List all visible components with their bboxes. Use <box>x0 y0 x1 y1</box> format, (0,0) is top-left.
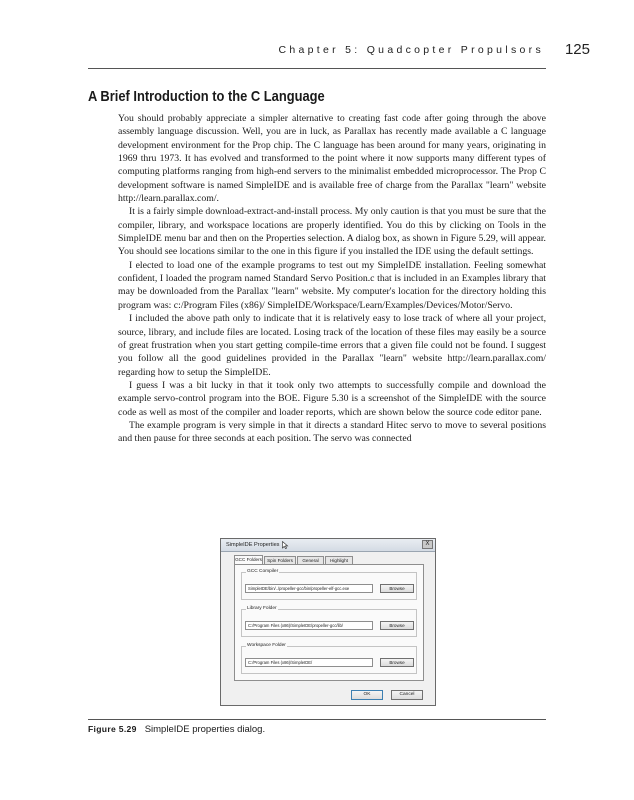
tab-spin-folders[interactable]: Spin Folders <box>264 556 296 564</box>
gcc-compiler-path-input[interactable]: SimpleIDE/bin/../propeller-gcc/bin/propeller-elf-gcc.exe <box>245 584 373 593</box>
group-label: GCC Compiler <box>247 569 279 574</box>
running-title: Chapter 5: Quadcopter Propulsors <box>278 44 544 56</box>
header-rule <box>88 68 546 69</box>
tab-general[interactable]: General <box>297 556 324 564</box>
paragraph: I elected to load one of the example programs to test out my SimpleIDE installation. Feeling somewhat confident, I loaded the program named Standard Servo Position.c that is included in an Examples library that may be downloaded from the Parallax "learn" website. My computer's location for the directory holding this program was: c:/Program Files (x86)/ SimpleIDE/Workspace/Learn/Examples/Devices/Motor/Servo. <box>118 259 546 311</box>
paragraph: It is a fairly simple download-extract-and-install process. My only caution is that you must be sure that the compiler, library, and workspace locations are properly identified. You do this by clicking on Tools in the SimpleIDE menu bar and then on the Properties selection. A dialog box, as shown in Figure 5.29, will appear. You should see locations similar to the one in this figure if you installed the IDE using the default settings. <box>118 206 546 258</box>
close-button[interactable]: X <box>422 540 433 549</box>
group-label: Workspace Folder <box>247 643 286 648</box>
tab-panel <box>234 564 424 681</box>
library-folder-path-input[interactable]: C:/Program Files (x86)/SimpleIDE/propeller-gcc/lib/ <box>245 621 373 630</box>
page-number: 125 <box>564 41 590 58</box>
figure-caption-text: SimpleIDE properties dialog. <box>144 724 266 735</box>
caption-rule <box>88 719 546 720</box>
cancel-button[interactable]: Cancel <box>391 690 423 700</box>
simpleide-properties-dialog <box>220 538 436 706</box>
group-label: Library Folder <box>247 606 277 611</box>
body-text <box>118 112 546 446</box>
library-folder-browse-button[interactable]: Browse <box>380 621 414 630</box>
gcc-compiler-browse-button[interactable]: Browse <box>380 584 414 593</box>
paragraph: The example program is very simple in that it directs a standard Hitec servo to move to several positions and then pause for three seconds at each position. The servo was connected <box>118 419 546 445</box>
figure-label: Figure 5.29 <box>88 724 137 734</box>
paragraph: I included the above path only to indicate that it is relatively easy to lose track of where all your project, source, library, and include files are located. Losing track of the location of these files may easily be a source of great frustration when you start getting compile-time errors that a given file could not be found. I suggest you follow all the good guidelines provided in the Parallax "learn" website http://learn.parallax.com/ regarding how to setup the SimpleIDE. <box>118 313 546 378</box>
paragraph: I guess I was a bit lucky in that it took only two attempts to successfully compile and download the example servo-control program into the BOE. Figure 5.30 is a screenshot of the SimpleIDE with the source code as well as most of the compiler and loader reports, which are shown below the source code editor pane. <box>118 379 546 418</box>
tab-highlight[interactable]: Highlight <box>325 556 353 564</box>
running-head <box>0 41 634 61</box>
tab-gcc-folders[interactable]: GCC Folders <box>235 557 262 562</box>
dialog-title: SimpleIDE Properties <box>226 542 280 548</box>
workspace-folder-browse-button[interactable]: Browse <box>380 658 414 667</box>
figure-caption <box>88 724 265 735</box>
gcc-compiler-group <box>241 569 417 600</box>
ok-button[interactable]: OK <box>351 690 383 700</box>
workspace-folder-group <box>241 643 417 674</box>
paragraph: You should probably appreciate a simpler alternative to creating fast code after going through the above assembly language discussion. Well, you are in luck, as Parallax has recently made available a C language development environment for the Prop chip. The C language has been around for many years, originating in 1969 thru 1973. It has evolved and transformed to the point where it now supports many different types of computing platforms ranging from high-end servers to the minimalist embedded microprocessor. The Prop C development software is named SimpleIDE and is available free of charge from the Parallax "learn" website http://learn.parallax.com/. <box>118 113 546 205</box>
dialog-titlebar <box>221 539 435 552</box>
workspace-folder-path-input[interactable]: C:/Program Files (x86)/SimpleIDE/ <box>245 658 373 667</box>
library-folder-group <box>241 606 417 637</box>
mouse-cursor-icon <box>282 541 289 549</box>
section-heading: A Brief Introduction to the C Language <box>88 88 325 105</box>
